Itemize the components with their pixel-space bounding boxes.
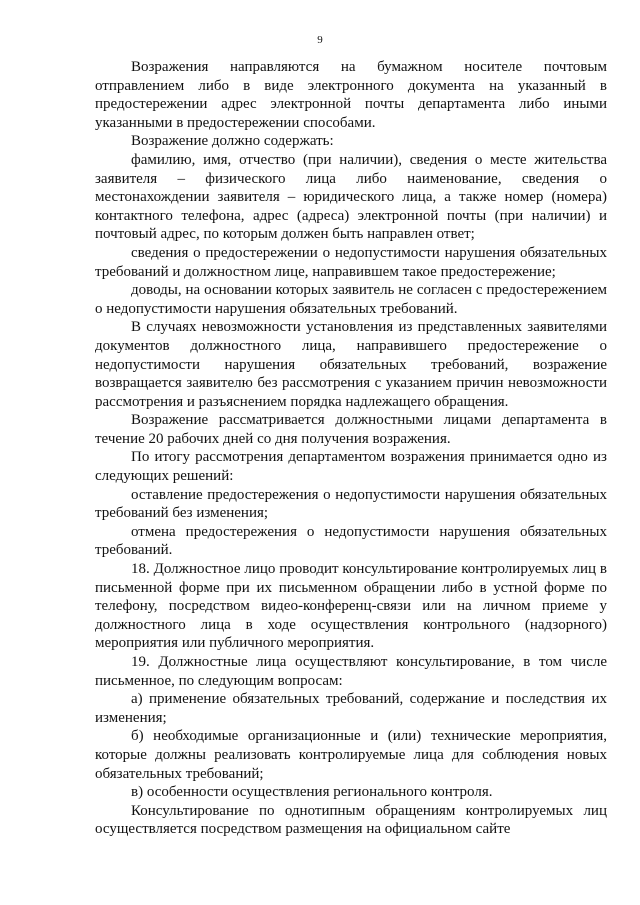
paragraph: в) особенности осуществления регионального контроля. — [131, 784, 493, 801]
paragraph: фамилию, имя, отчество (при наличии), сведения о месте жительства заявителя – физического лица либо наименование, сведения о местонахождении заявителя – юридического лица, а также номер (номера) контактного телефона, адрес (адреса) электронной почты (при наличии) и почтовый адрес, по которым должен быть направлен ответ; — [95, 151, 607, 243]
paragraph: а) применение обязательных требований, содержание и последствия их изменения; — [95, 691, 607, 726]
paragraph: доводы, на основании которых заявитель не согласен с предостережением о недопустимости нарушения обязательных требований. — [95, 282, 607, 317]
paragraph: оставление предостережения о недопустимости нарушения обязательных требований без изменения; — [95, 486, 607, 522]
paragraph: б) необходимые организационные и (или) технические мероприятия, которые должны реализовать контролируемые лица для соблюдения новых обязательных требований; — [95, 728, 607, 782]
paragraph: 19. Должностные лица осуществляют консультирование, в том числе письменное, по следующим вопросам: — [95, 654, 607, 689]
paragraph: 18. Должностное лицо проводит консультирование контролируемых лиц в письменной форме при их письменном обращении либо в устной форме по телефону, посредством видео-конференц-связи или на личном приеме у должностного лица в ходе осуществления контрольного (надзорного) мероприятия или публичного мероприятия. — [95, 561, 607, 652]
paragraph: По итогу рассмотрения департаментом возражения принимается одно из следующих решений: — [95, 449, 607, 485]
paragraph: сведения о предостережении о недопустимости нарушения обязательных требований и должностном лице, направившем такое предостережение; — [95, 244, 607, 280]
document-body — [95, 58, 607, 839]
paragraph: отмена предостережения о недопустимости нарушения обязательных требований. — [95, 523, 607, 559]
paragraph: Консультирование по однотипным обращениям контролируемых лиц осуществляется посредством размещения на официальном сайте — [95, 802, 607, 838]
page-number: 9 — [317, 34, 323, 46]
paragraph: Возражение рассматривается должностными лицами департамента в течение 20 рабочих дней со дня получения возражения. — [95, 412, 607, 447]
paragraph: Возражения направляются на бумажном носителе почтовым отправлением либо в виде электронного документа на указанный в предостережении адрес электронной почты департамента либо иными указанными в предостережении способами. — [95, 59, 607, 131]
paragraph: Возражение должно содержать: — [131, 133, 334, 150]
paragraph: В случаях невозможности установления из представленных заявителями документов должностного лица, направившего предостережение о недопустимости нарушения обязательных требований, возражение возвращается заявителю без рассмотрения с указанием причин невозможности рассмотрения и разъяснением порядка надлежащего обращения. — [95, 319, 607, 410]
